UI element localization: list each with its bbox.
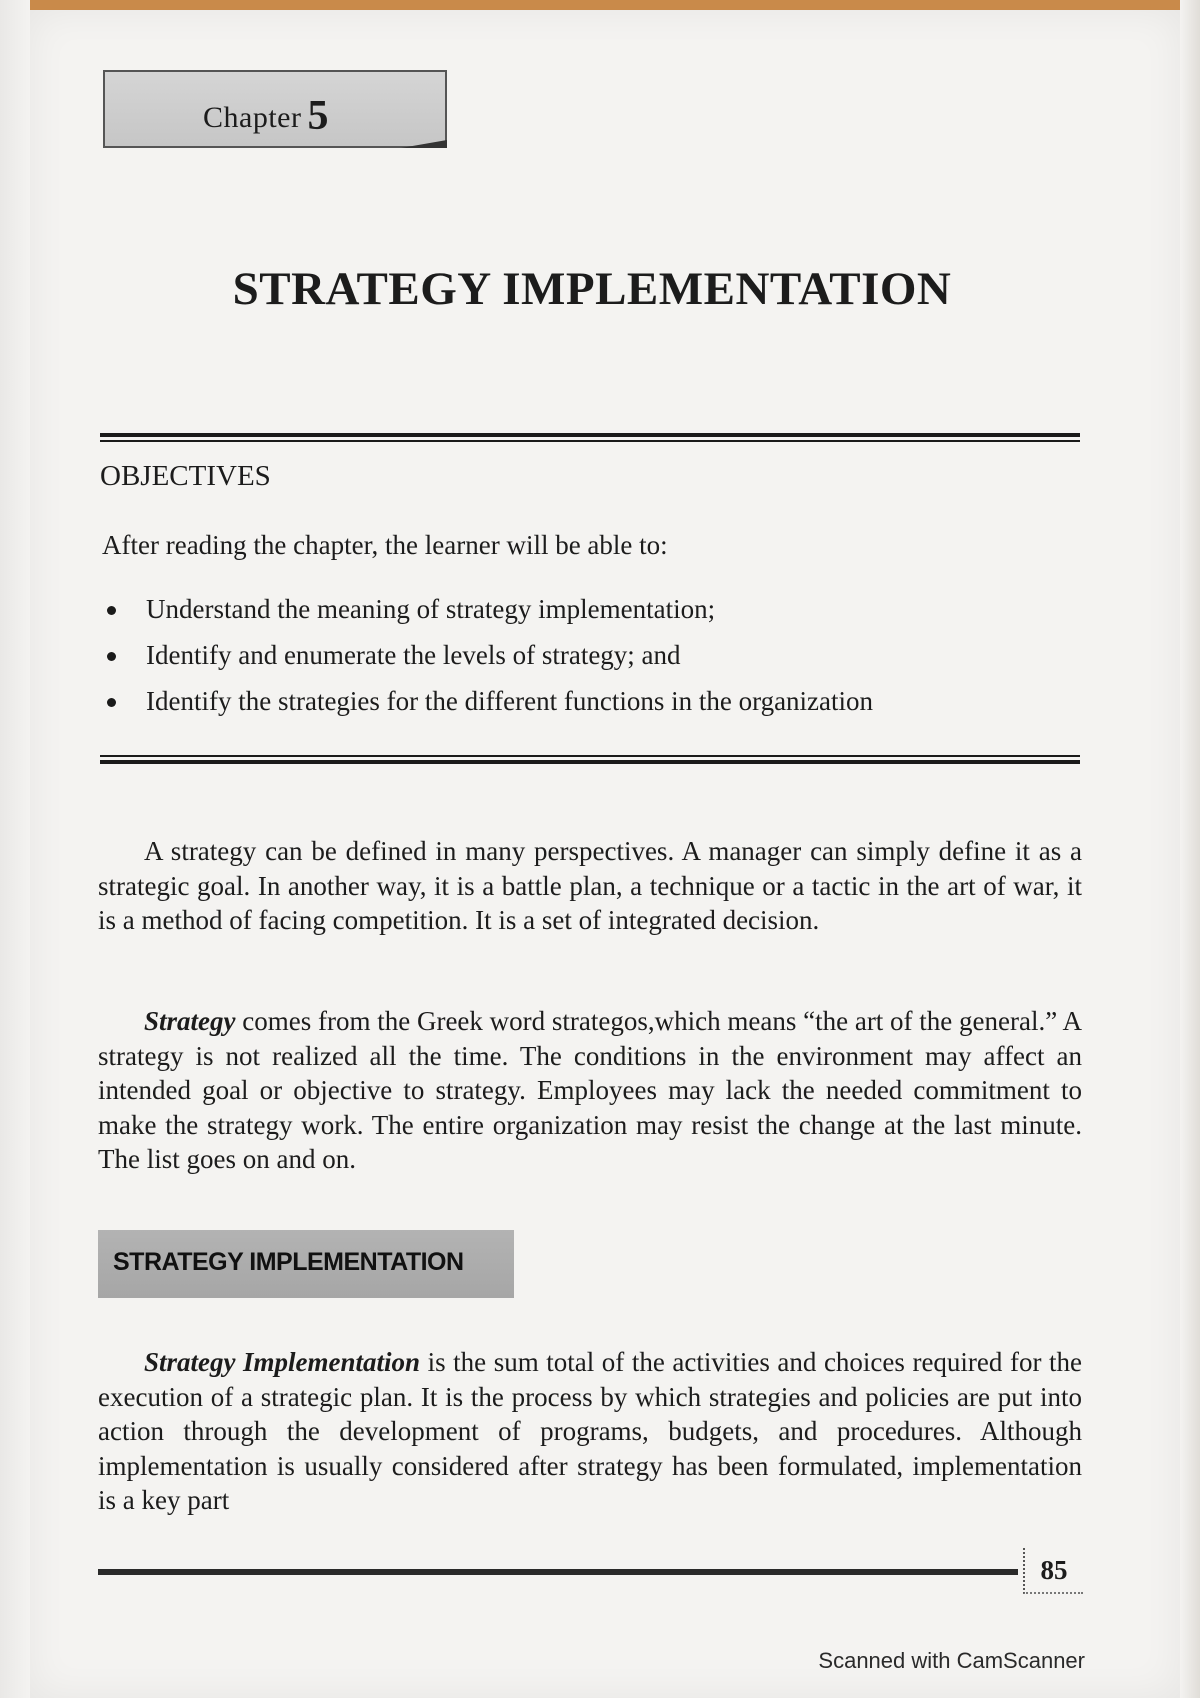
term-strategy-implementation: Strategy Implementation xyxy=(144,1347,421,1377)
objectives-top-rule xyxy=(100,433,1080,437)
chapter-heading xyxy=(203,92,329,140)
objectives-top-rule-thin xyxy=(100,440,1080,442)
page-title: STRATEGY IMPLEMENTATION xyxy=(232,263,952,315)
paragraph-text: A strategy can be defined in many perspectives. A manager can simply define it as a strategic goal. In another way, it is a battle plan, a technique or a tactic in the art of war, it is a method of facing competition. It is a set of integrated decision. xyxy=(98,836,1082,935)
list-item: Understand the meaning of strategy implementation; xyxy=(100,592,873,638)
objectives-heading: OBJECTIVES xyxy=(100,460,271,492)
section-heading: STRATEGY IMPLEMENTATION xyxy=(113,1248,464,1276)
scanner-watermark: Scanned with CamScanner xyxy=(818,1648,1085,1673)
objectives-intro: After reading the chapter, the learner will be able to: xyxy=(102,530,668,560)
paragraph-text: comes from the Greek word strategos,which means “the art of the general.” A strategy is not realized all the time. The conditions in the environment may affect an intended goal or objective to strategy. Employees may lack the needed commitment to make the strategy work. The entire organization may resist the change at the last minute. The list goes on and on. xyxy=(98,1006,1082,1174)
list-item: Identify the strategies for the different functions in the organization xyxy=(100,684,873,730)
section-banner xyxy=(98,1230,514,1298)
list-item: Identify and enumerate the levels of strategy; and xyxy=(100,638,873,684)
objectives-bottom-rule-thin xyxy=(100,755,1080,757)
page-number: 85 xyxy=(1023,1548,1083,1594)
paragraph-strategy-implementation xyxy=(98,1345,1082,1518)
paragraph-strategy-definition xyxy=(98,834,1082,938)
chapter-label: Chapter xyxy=(203,101,302,134)
objectives-list xyxy=(100,592,873,730)
footer-rule xyxy=(98,1569,1018,1575)
page-gutter xyxy=(0,0,30,1698)
term-strategy: Strategy xyxy=(144,1006,236,1036)
paragraph-text: is the sum total of the activities and choices required for the execution of a strategic plan. It is the process by which strategies and policies are put into action through the development of programs, budgets, and procedures. Although implementation is usually considered after strategy has been formulated, implementation is a key part xyxy=(98,1347,1082,1515)
page-edge xyxy=(1180,0,1200,1698)
paragraph-strategy-origin xyxy=(98,1004,1082,1177)
chapter-number: 5 xyxy=(307,93,329,139)
objectives-bottom-rule xyxy=(100,760,1080,764)
chapter-banner xyxy=(103,70,447,148)
